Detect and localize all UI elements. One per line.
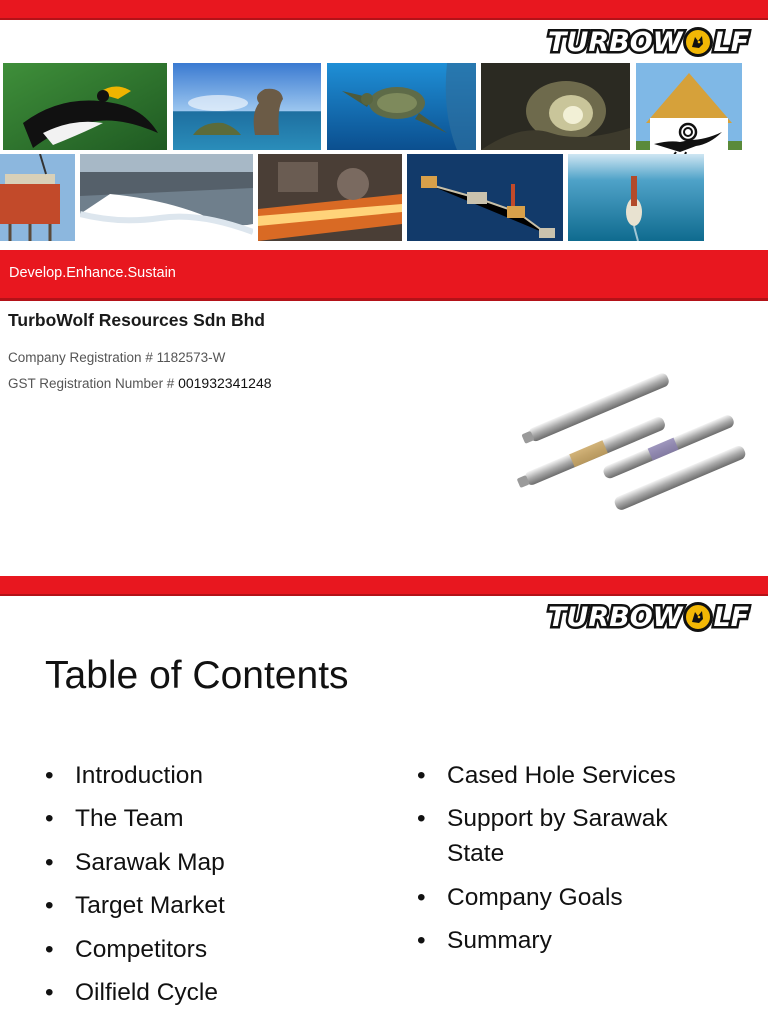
- sea-turtle-photo: [327, 63, 476, 150]
- list-item-label: Target Market: [75, 892, 225, 920]
- turbowolf-logo: [548, 597, 749, 637]
- bullet-icon: •: [45, 805, 54, 833]
- list-item-label: Sarawak Map: [75, 848, 225, 876]
- list-item-label: Company Goals: [447, 883, 623, 911]
- bullet-icon: •: [45, 848, 54, 876]
- bullet-icon: •: [45, 935, 54, 963]
- logo-text-turbow: TURBOW: [548, 26, 683, 58]
- table-of-contents-slide: [0, 576, 768, 1024]
- top-red-bar: [0, 576, 768, 596]
- toc-left-list: [45, 758, 375, 1018]
- list-item: [417, 923, 717, 958]
- list-item-label: Competitors: [75, 935, 208, 963]
- list-item: [417, 880, 717, 915]
- wolf-head-icon: [683, 602, 713, 632]
- list-item: [417, 758, 717, 793]
- bullet-icon: •: [417, 927, 426, 955]
- bullet-icon: •: [45, 892, 54, 920]
- company-registration: Company Registration # 1182573-W: [8, 350, 226, 365]
- list-item-label: Summary: [447, 927, 552, 955]
- drilling-rig-at-sea-photo: [568, 154, 704, 241]
- downhole-logging-tools-photo: [500, 340, 750, 525]
- list-item-label: Oilfield Cycle: [75, 978, 218, 1006]
- steel-mill-photo: [258, 154, 402, 241]
- logo-text-turbow: TURBOW: [548, 601, 683, 633]
- page-title: Table of Contents: [45, 654, 349, 697]
- offshore-complex-aerial-photo: [407, 154, 563, 241]
- tagline-bar: [0, 250, 768, 301]
- toc-right-list: [417, 758, 717, 967]
- list-item: [45, 758, 375, 793]
- offshore-platform-photo: [0, 154, 75, 241]
- list-item: [45, 845, 375, 880]
- top-red-bar: [0, 0, 768, 20]
- sarawak-emblem-icon: [650, 118, 728, 158]
- company-name: TurboWolf Resources Sdn Bhd: [8, 310, 265, 330]
- list-item-label: Cased Hole Services: [447, 762, 676, 789]
- gst-number: 001932341248: [178, 375, 272, 391]
- logo-text-lf: LF: [713, 601, 750, 633]
- list-item-label: The Team: [75, 805, 184, 833]
- gst-registration: [8, 375, 272, 391]
- gst-label: GST Registration Number #: [8, 376, 179, 391]
- tagline-text: Develop.Enhance.Sustain: [9, 265, 176, 281]
- turbowolf-logo: [548, 22, 749, 62]
- list-item-label: Introduction: [75, 762, 204, 789]
- dam-spillway-photo: [80, 154, 253, 241]
- sea-rock-island-photo: [173, 63, 321, 150]
- hornbill-bird-photo: [3, 63, 167, 150]
- bullet-icon: •: [417, 883, 426, 911]
- bullet-icon: •: [45, 762, 54, 789]
- bullet-icon: •: [417, 805, 426, 833]
- bullet-icon: •: [417, 762, 426, 789]
- list-item: [45, 888, 375, 923]
- cave-photo: [481, 63, 630, 150]
- list-item: [45, 801, 375, 836]
- logo-text-lf: LF: [713, 26, 750, 58]
- list-item: [45, 975, 375, 1010]
- list-item: [417, 801, 717, 871]
- list-item: [45, 932, 375, 967]
- list-item-label: Support by Sarawak State: [447, 805, 668, 868]
- wolf-head-icon: [683, 27, 713, 57]
- bullet-icon: •: [45, 978, 54, 1006]
